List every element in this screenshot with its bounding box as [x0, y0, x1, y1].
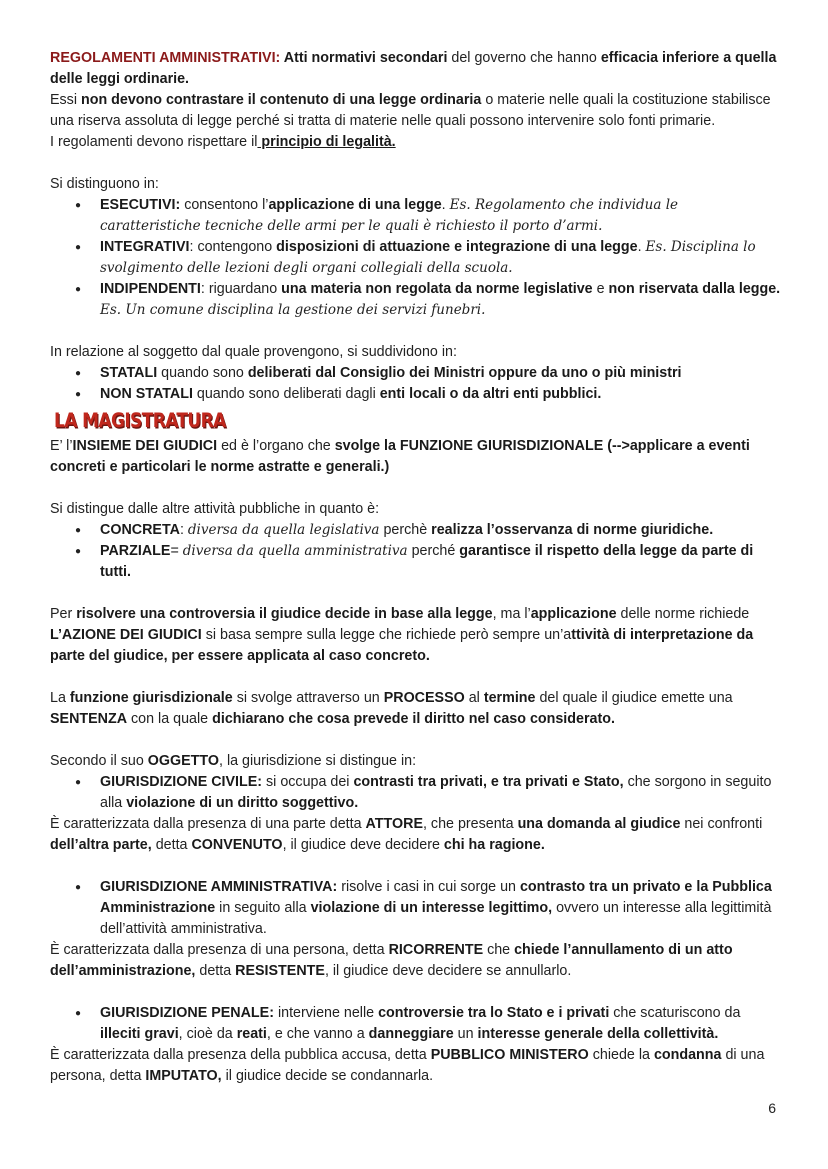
- penale-description: È caratterizzata dalla presenza della pubblica accusa, detta PUBBLICO MINISTERO chiede la condanna di una persona, detta IMPUTATO, il giudice decide se condannarla.: [50, 1047, 765, 1084]
- magistratura-features-list: [50, 520, 782, 583]
- list-item: ● GIURISDIZIONE CIVILE: si occupa dei contrasti tra privati, e tra privati e Stato, che sorgono in seguito alla violazione di un diritto soggettivo.: [100, 772, 782, 814]
- distinction-intro: Si distingue dalle altre attività pubbliche in quanto è:: [50, 501, 380, 517]
- civile-description: È caratterizzata dalla presenza di una parte detta ATTORE, che presenta una domanda al giudice nei confronti dell’altra parte, detta CONVENUTO, il giudice deve decidere chi ha ragione.: [50, 816, 763, 853]
- list-item: ● GIURISDIZIONE AMMINISTRATIVA: risolve i casi in cui sorge un contrasto tra un privato e la Pubblica Amministrazione in seguito alla violazione di un interesse legittimo, ovvero un interesse alla legittimità dell’attività amministrativa.: [100, 877, 782, 940]
- regolamenti-limits: Essi non devono contrastare il contenuto di una legge ordinaria o materie nelle quali la costituzione stabilisce una riserva assoluta di legge perché si tratta di materie nelle quali possono intervenire solo fonti primarie.: [50, 92, 771, 129]
- list-item: ● INTEGRATIVI: contengono disposizioni di attuazione e integrazione di una legge. Es. Disciplina lo svolgimento delle lezioni degli organi collegiali della scuola.: [100, 237, 782, 279]
- subject-intro: In relazione al soggetto dal quale provengono, si suddividono in:: [50, 344, 457, 360]
- regolamenti-definition: REGOLAMENTI AMMINISTRATIVI: Atti normativi secondari del governo che hanno efficacia inferiore a quella delle leggi ordinarie.: [50, 50, 777, 87]
- process-paragraph: La funzione giurisdizionale si svolge attraverso un PROCESSO al termine del quale il giudice emette una SENTENZA con la quale dichiarano che cosa prevede il diritto nel caso considerato.: [50, 690, 733, 727]
- page-number: 6: [768, 1100, 776, 1116]
- list-item: ● CONCRETA: diversa da quella legislativa perchè realizza l’osservanza di norme giuridiche.: [100, 520, 782, 541]
- regolamenti-types-list: [50, 195, 782, 321]
- section-title: LA MAGISTRATURA: [54, 409, 226, 433]
- list-item: ● GIURISDIZIONE PENALE: interviene nelle controversie tra lo Stato e i privati che scaturiscono da illeciti gravi, cioè da reati, e che vanno a danneggiare un interesse generale della collettività.: [100, 1003, 782, 1045]
- controversy-paragraph: Per risolvere una controversia il giudice decide in base alla legge, ma l’applicazione delle norme richiede L’AZIONE DEI GIUDICI si basa sempre sulla legge che richiede però sempre un’attività di interpretazione da parte del giudice, per essere applicata al caso concreto.: [50, 606, 754, 664]
- amministrativa-description: È caratterizzata dalla presenza di una persona, detta RICORRENTE che chiede l’annullamento di un atto dell’amministrazione, detta RESISTENTE, il giudice deve decidere se annullarlo.: [50, 942, 733, 979]
- term-regolamenti: REGOLAMENTI AMMINISTRATIVI:: [50, 50, 284, 66]
- distinction-intro: Si distinguono in:: [50, 176, 159, 192]
- giurisdizione-amministrativa-list: [50, 877, 782, 940]
- regolamenti-subject-list: [50, 363, 782, 405]
- regolamenti-legality: I regolamenti devono rispettare il principio di legalità.: [50, 134, 396, 150]
- list-item: ● STATALI quando sono deliberati dal Consiglio dei Ministri oppure da uno o più ministri: [100, 363, 782, 384]
- list-item: ● PARZIALE= diversa da quella amministrativa perché garantisce il rispetto della legge da parte di tutti.: [100, 541, 782, 583]
- list-item: ● NON STATALI quando sono deliberati dagli enti locali o da altri enti pubblici.: [100, 384, 782, 405]
- list-item: ● INDIPENDENTI: riguardano una materia non regolata da norme legislative e non riservata dalla legge. Es. Un comune disciplina la gestione dei servizi funebri.: [100, 279, 782, 321]
- magistratura-definition: E’ l’INSIEME DEI GIUDICI ed è l’organo che svolge la FUNZIONE GIURISDIZIONALE (-->applicare a eventi concreti e particolari le norme astratte e generali.): [50, 438, 750, 475]
- list-item: ● ESECUTIVI: consentono l’applicazione di una legge. Es. Regolamento che individua le caratteristiche tecniche delle armi per le quali è richiesto il porto d’armi.: [100, 195, 782, 237]
- giurisdizione-civile-list: [50, 772, 782, 814]
- oggetto-intro: Secondo il suo OGGETTO, la giurisdizione si distingue in:: [50, 753, 417, 769]
- giurisdizione-penale-list: [50, 1003, 782, 1045]
